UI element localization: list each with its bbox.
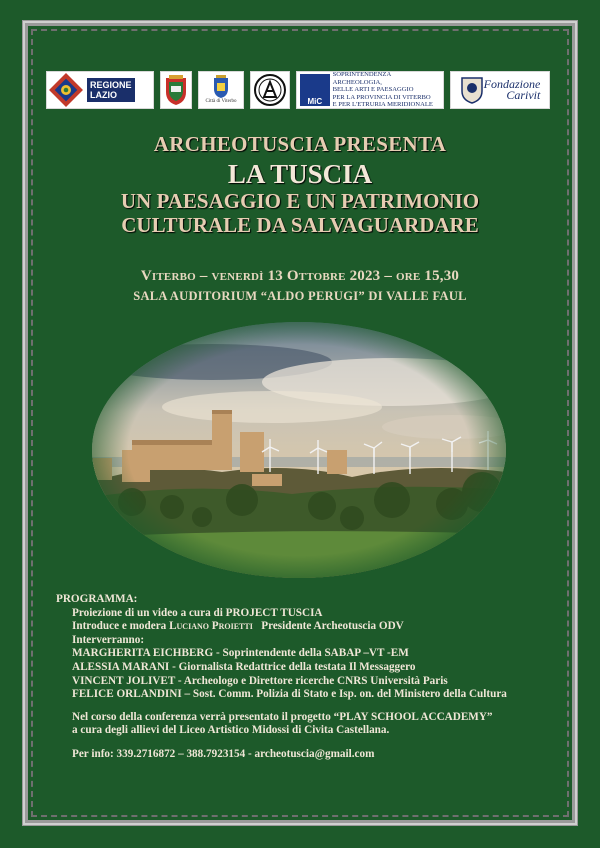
programma-video: Proiezione di un video a cura di PROJECT TUSCIA [72, 606, 323, 619]
speaker-item: MARGHERITA EICHBERG - Soprintendente della SABAP –VT -EM [72, 647, 409, 660]
subtitle-line-2: CULTURALE DA SALVAGUARDARE [121, 213, 479, 237]
progetto-line-2: a cura degli allievi del Liceo Artistico Midossi di Civita Castellana. [72, 724, 390, 737]
landscape-photo [92, 322, 506, 578]
programma-interverranno: Interverranno: [72, 633, 145, 646]
archeotuscia-logo [250, 71, 290, 109]
event-details [30, 268, 570, 304]
title-block [30, 132, 570, 237]
regione-lazio-label: REGIONE LAZIO [87, 78, 135, 102]
provincia-viterbo-logo [160, 71, 192, 109]
speaker-item: ALESSIA MARANI - Giornalista Redattrice della testata Il Messaggero [72, 660, 416, 673]
title-line-1: ARCHEOTUSCIA PRESENTA [153, 132, 447, 156]
soprintendenza-logo [296, 71, 444, 109]
mic-icon: MiC [300, 74, 330, 106]
carivit-crest-icon [460, 76, 484, 104]
speaker-item: FELICE ORLANDINI – Sost. Comm. Polizia di Stato e Isp. on. del Ministero della Cultura [72, 688, 507, 701]
sponsor-logos [46, 70, 560, 110]
contact-info: Per info: 339.2716872 – 388.7923154 - archeotuscia@gmail.com [72, 747, 375, 760]
event-date: Viterbo – venerdì 13 Ottobre 2023 – ore 15,30 [140, 268, 460, 284]
landscape-image [92, 322, 506, 578]
viterbo-crest-icon [212, 75, 230, 99]
programma-heading: PROGRAMMA: [56, 593, 138, 605]
programma-moderatore: Introduce e modera Luciano Proietti Presidente Archeotuscia ODV [72, 620, 404, 633]
subtitle-line-1: UN PAESAGGIO E UN PATRIMONIO [120, 189, 480, 213]
progetto-line-1: Nel corso della conferenza verrà presentato il progetto “PLAY SCHOOL ACCADEMY” [72, 710, 493, 723]
regione-lazio-logo [46, 71, 154, 109]
fondazione-carivit-logo: Fondazione Carivit [450, 71, 550, 109]
citta-viterbo-logo: Città di Viterbo [198, 71, 244, 109]
event-venue: SALA AUDITORIUM “ALDO PERUGI” DI VALLE FAUL [133, 289, 467, 303]
archeotuscia-emblem-icon [253, 73, 287, 107]
speaker-item: VINCENT JOLIVET - Archeologo e Direttore ricerche CNRS Università Paris [72, 674, 448, 687]
title-main: LA TUSCIA [227, 159, 373, 189]
soprintendenza-text: SOPRINTENDENZA ARCHEOLOGIA, BELLE ARTI E PAESAGGIO PER LA PROVINCIA DI VITERBO E PER L'ETRURIA MERIDIONALE [332, 71, 433, 109]
programma-section [56, 593, 576, 762]
regione-lazio-emblem-icon [49, 73, 83, 107]
provincia-crest-icon [163, 74, 189, 106]
